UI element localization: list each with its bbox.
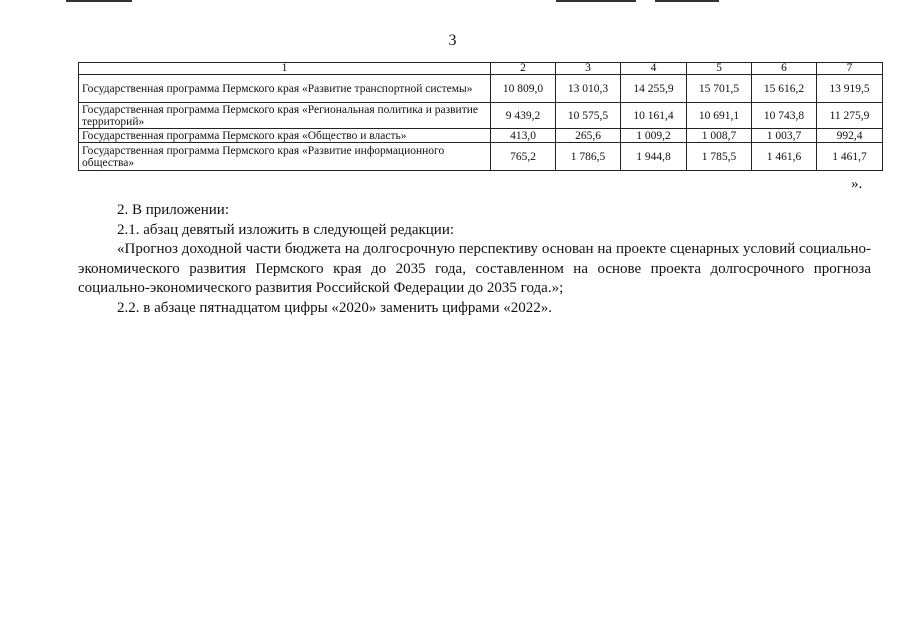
value-cell: 13 010,3 [556, 75, 621, 103]
column-header: 6 [752, 63, 817, 75]
column-header: 1 [79, 63, 491, 75]
program-name: Государственная программа Пермского края «Развитие транспортной системы» [79, 75, 491, 103]
program-name: Государственная программа Пермского края «Региональная политика и развитие территорий» [79, 103, 491, 129]
value-cell: 1 461,7 [817, 143, 883, 171]
page-number: 3 [448, 32, 457, 49]
program-name: Государственная программа Пермского края «Развитие информационного общества» [79, 143, 491, 171]
table-row [79, 129, 883, 143]
paragraph: 2.1. абзац девятый изложить в следующей редакции: [117, 221, 455, 238]
value-cell: 413,0 [491, 129, 556, 143]
table-row [79, 143, 883, 171]
value-cell: 14 255,9 [621, 75, 687, 103]
value-cell: 1 461,6 [752, 143, 817, 171]
table-closing-quote: ». [851, 176, 863, 192]
table-header-row [79, 63, 883, 75]
column-header: 3 [556, 63, 621, 75]
paragraph: 2. В приложении: [117, 202, 229, 218]
paragraph: 2.2. в абзаце пятнадцатом цифры «2020» заменить цифрами «2022». [117, 299, 553, 316]
paragraph: «Прогноз доходной части бюджета на долгосрочную перспективу основан на проекте сценарных условий социально-экономического развития Пермского края до 2035 года, составленном на основе проекта долгосрочного прогноза социально-экономического развития Российской Федерации до 2035 года.»; [78, 241, 871, 296]
value-cell: 265,6 [556, 129, 621, 143]
value-cell: 10 161,4 [621, 103, 687, 129]
value-cell: 13 919,5 [817, 75, 883, 103]
scan-mark [66, 0, 132, 2]
value-cell: 765,2 [491, 143, 556, 171]
value-cell: 10 743,8 [752, 103, 817, 129]
value-cell: 10 691,1 [687, 103, 752, 129]
column-header: 4 [621, 63, 687, 75]
scan-mark [556, 0, 636, 2]
value-cell: 1 944,8 [621, 143, 687, 171]
column-header: 7 [817, 63, 883, 75]
value-cell: 9 439,2 [491, 103, 556, 129]
table-row [79, 103, 883, 129]
table-row [79, 75, 883, 103]
scan-mark [655, 0, 719, 2]
value-cell: 1 003,7 [752, 129, 817, 143]
amendment-text [78, 201, 871, 318]
program-name: Государственная программа Пермского края «Общество и власть» [79, 129, 491, 143]
column-header: 5 [687, 63, 752, 75]
value-cell: 992,4 [817, 129, 883, 143]
column-header: 2 [491, 63, 556, 75]
budget-table [78, 62, 883, 171]
value-cell: 15 616,2 [752, 75, 817, 103]
value-cell: 15 701,5 [687, 75, 752, 103]
value-cell: 11 275,9 [817, 103, 883, 129]
value-cell: 1 785,5 [687, 143, 752, 171]
value-cell: 10 809,0 [491, 75, 556, 103]
value-cell: 1 009,2 [621, 129, 687, 143]
value-cell: 1 786,5 [556, 143, 621, 171]
value-cell: 1 008,7 [687, 129, 752, 143]
value-cell: 10 575,5 [556, 103, 621, 129]
